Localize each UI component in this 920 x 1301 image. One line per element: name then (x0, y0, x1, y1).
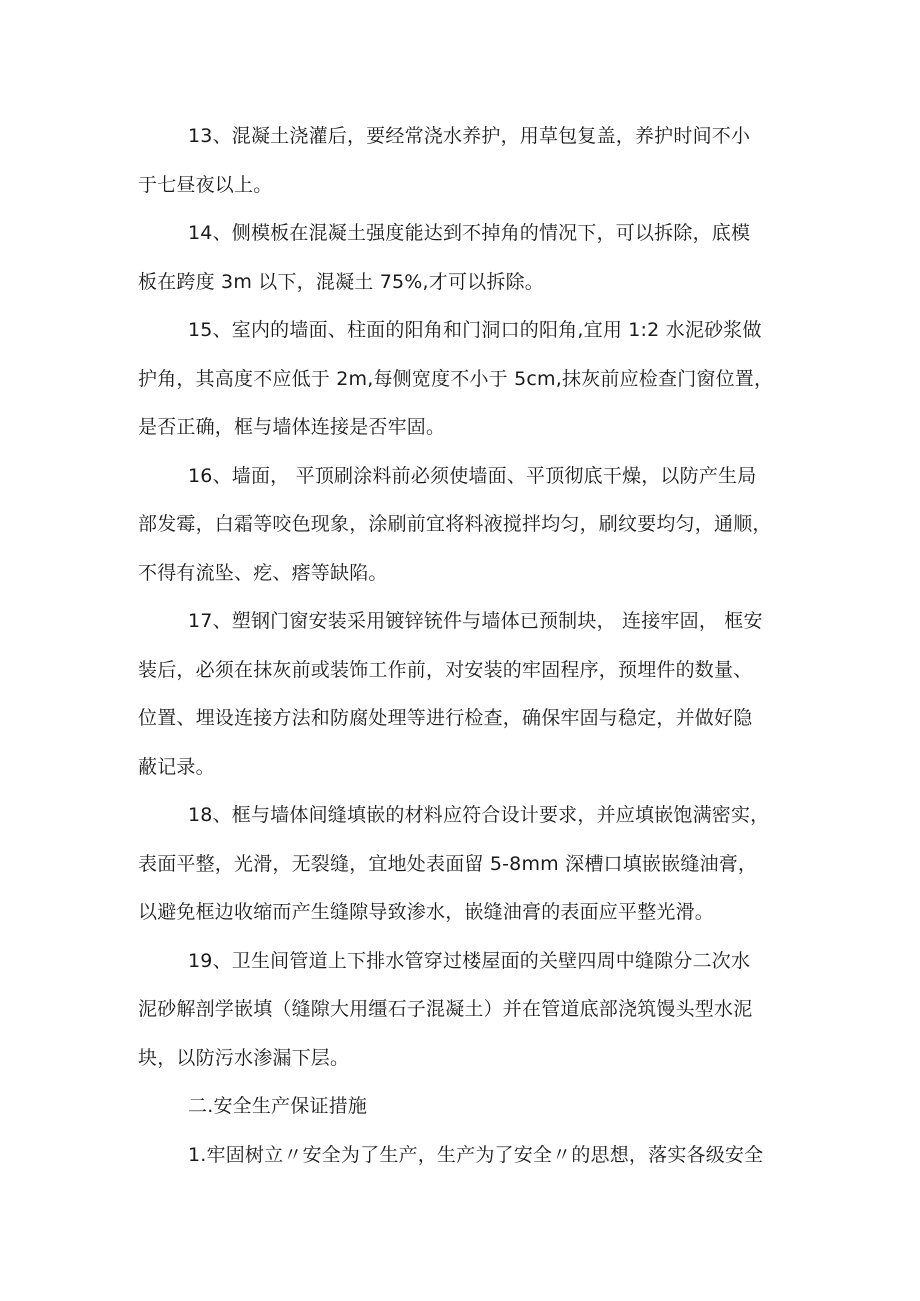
text-line: 16、墙面， 平顶刷涂料前必须使墙面、平顶彻底干燥，以防产生局 (188, 464, 757, 487)
section-heading: 二.安全生产保证措施 (188, 1095, 368, 1117)
paragraph-18 (138, 791, 798, 937)
text-line: 18、框与墙体间缝填嵌的材料应符合设计要求，并应填嵌饱满密实， (188, 804, 770, 826)
text-line: 蔽记录。 (138, 755, 215, 778)
text-line: 部发霉，白霜等咬色现象，涂刷前宜将料液搅拌均匀，刷纹要均匀，通顺， (138, 513, 772, 535)
text-line: 14、侧模板在混凝土强度能达到不掉角的情况下，可以拆除，底模 (188, 222, 751, 244)
paragraph-19 (138, 937, 798, 1083)
paragraph-15 (138, 306, 798, 452)
text-line: 是否正确，框与墙体连接是否牢固。 (138, 416, 446, 438)
text-line: 1.牢固树立〃安全为了生产，生产为了安全〃的思想，落实各级安全 (188, 1143, 764, 1166)
text-line: 板在跨度 3m 以下，混凝土 75%,才可以拆除。 (138, 270, 544, 293)
paragraph-14 (138, 209, 798, 306)
text-line: 不得有流坠、疙、瘩等缺陷。 (138, 561, 388, 584)
paragraph-16 (138, 452, 798, 598)
text-line: 于七昼夜以上。 (138, 173, 273, 196)
text-line: 以避免框边收缩而产生缝隙导致渗水，嵌缝油膏的表面应平整光滑。 (138, 901, 715, 923)
text-line: 泥砂解剖学嵌填（缝隙大用缰石子混凝土）并在管道底部浇筑馒头型水泥 (138, 998, 753, 1020)
text-line: 护角，其高度不应低于 2m,每侧宽度不小于 5cm,抹灰前应检查门窗位置， (138, 367, 774, 390)
text-line: 15、室内的墙面、柱面的阳角和门洞口的阳角,宜用 1:2 水泥砂浆做 (188, 319, 762, 341)
text-line: 块，以防污水渗漏下层。 (138, 1046, 350, 1069)
paragraph-17 (138, 597, 798, 791)
text-line: 表面平整，光滑，无裂缝，宜地处表面留 5-8mm 深槽口填嵌嵌缝油膏， (138, 852, 758, 875)
text-line: 位置、埋设连接方法和防腐处理等进行检查，确保牢固与稳定，并做好隐 (138, 707, 753, 729)
text-line: 19、卫生间管道上下排水管穿过楼屋面的关壁四周中缝隙分二次水 (188, 949, 751, 972)
text-line: 13、混凝土浇灌后，要经常浇水养护，用草包复盖，养护时间不小 (188, 125, 751, 147)
paragraph-13 (138, 112, 798, 209)
document-body (138, 112, 798, 1179)
section-heading-safety (138, 1082, 798, 1131)
text-line: 17、塑钢门窗安装采用镀锌铳件与墙体已预制块， 连接牢固， 框安 (188, 610, 763, 632)
text-line: 装后，必须在抹灰前或装饰工作前，对安装的牢固程序，预埋件的数量、 (138, 658, 753, 681)
paragraph-safety-1 (138, 1131, 798, 1180)
